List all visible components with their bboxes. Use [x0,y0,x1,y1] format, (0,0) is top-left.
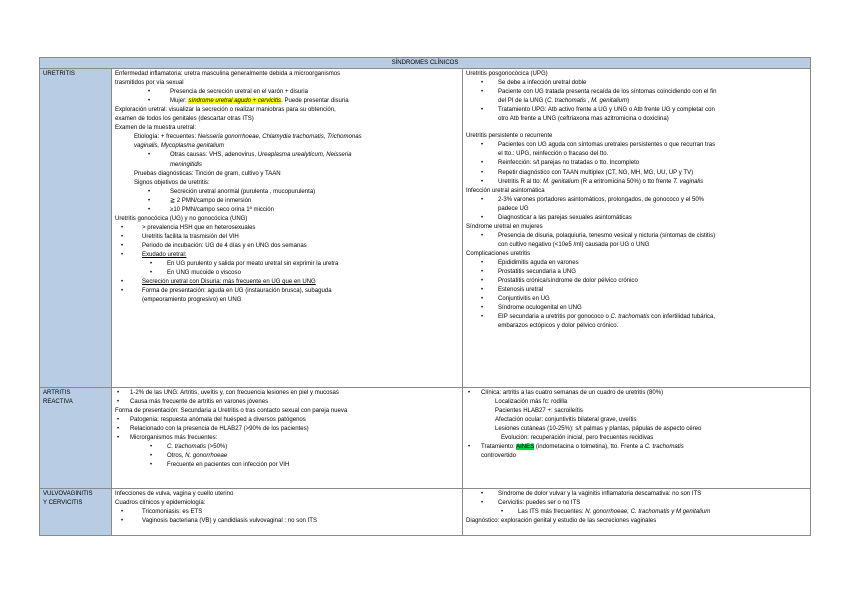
list-item-text: Tricomoniasis: es ETS [142,509,203,516]
list-item: • Tratamiento: AINES (indometacina o tolmetina), tto. Frente a C. trachomatis [468,444,684,451]
list-item-text: Repetir diagnóstico con TAAN multiplex (CT, NG, MH, MG, UU, UP y TV) [498,169,694,176]
text-line: Diagnóstico: exploración genital y estudio de las secreciones vaginales [466,518,657,525]
list-item-text: Reinfección: s/t parejas no tratadas o tto. Incompleto [498,160,640,167]
list-item-text: Síndrome de dolor vulvar y la vaginitis inflamatoria descamativa: no son ITS [498,491,702,498]
list-item: • Tratamiento UPG: Atb activo frente a UG y UNG o Atb frente UG y completar con [481,107,715,114]
list-item: • Conjuntivitis en UG [481,296,550,303]
list-item-text: Exudado uretral: [142,251,187,258]
label-line: REACTIVA [43,399,73,406]
list-item: • 1-2% de las UNG: Artritis, uveítis y, con frecuencia lesiones en piel y mucosas [117,390,339,397]
list-item-text: Clínica: artritis a las cuatro semanas de un cuadro de uretritis (80%) [481,390,664,397]
list-item: • Presencia de disuria, polaquiuria, tenesmo vesical y nicturia (síntomas de cistitis) [481,232,716,239]
list-item-text: Diagnosticar a las parejas sexuales asintomáticas [498,214,632,221]
list-item-text: ≥10 PMN/campo seco orina 1ª micción [170,206,275,213]
italic-text: T. vaginalis [673,178,704,185]
text-line: Infecciones de vulva, vagina y cuello uterino [115,491,234,498]
list-item-text: Se debe a infección uretral doble [498,80,587,87]
italic-text: M. genitalium [543,178,579,185]
list-item: • Mujer: síndrome uretral agudo + cervicitis. Puede presentar disuria [148,98,349,105]
italic-text: C. trachomatis , M. genitalium [547,98,628,105]
list-item-text: > prevalencia HSH que en heterosexuales [142,224,256,231]
text-line: Lesiones cutáneas (10-25%): s/t palmas y plantas, pápulas de aspecto céreo [495,426,702,433]
list-item: • Otros, N. gonorrhoeae [150,453,228,460]
list-item: • Vaginosis bacteriana (VB) y candidiasis vulvovaginal : no son ITS [121,518,318,525]
text-span: Tratamiento: [481,444,517,451]
text-line: Exploración uretral: visualizar la secreción o realizar maniobras para su obtención, [115,107,336,114]
section-heading: Infección uretral asintomática [466,187,545,194]
text-line: examen de todos los genitales (descartar otras ITS) [115,116,254,123]
artritis-row [40,388,811,489]
list-item-text: Forma de presentación: aguda en UG (instauración brusca), subaguda [142,288,332,295]
artritis-label [40,388,112,489]
section-heading: Uretritis gonocócica (UG) y no gonocócica (UNG) [115,215,248,222]
italic-text: N. gonorrhoeae [185,453,228,460]
list-item: • Periodo de incubación: UG de 4 días y en UNG dos semanas [121,242,307,249]
clinical-syndromes-table [39,57,811,536]
list-item-text: Uretritis facilita la trasmisión del VIH [142,233,239,240]
text-line [115,133,459,142]
italic-text: C. trachomatis [644,444,684,451]
italic-text: C. trachomatis [167,444,206,451]
uretritis-row [40,69,811,388]
list-item-text: Secreción uretral con Disuria: más frecuente en UG que en UNG [142,279,316,286]
list-item-text: Paciente con UG tratada presenta recaída de los síntomas coincidiendo con el fin [498,89,717,96]
section-heading: Uretritis persistente o recurrente [466,133,553,140]
list-item: • En UG purulento y salida por meato uretral sin exprimir la uretra [150,261,339,268]
list-item-text: Periodo de incubación: UG de 4 días y en UNG dos semanas [142,242,307,249]
list-item: • Pacientes con UG aguda con síntomas uretrales persistentes o que recurran tras [481,142,716,149]
list-item: • Exudado uretral: [121,251,187,258]
text-line: el tto.: UPG, reinfección o fracaso del tto. [498,151,609,158]
list-item: • En UNG mucoide o viscoso [150,270,241,277]
list-item: • Las ITS más frecuentes: N. gonorrhoeae, C. trachomatis y M genitalium [501,509,711,516]
label-line: ARTRITIS [43,390,71,397]
text-line: Localización más fc: rodilla [495,399,568,406]
list-item-text: En UG purulento y salida por meato uretral sin exprimir la uretra [167,261,339,268]
list-item: • Se debe a infección uretral doble [481,80,587,87]
list-item: • Secreción uretral con Disuria: más frecuente en UG que en UNG [121,279,316,286]
section-heading: Uretritis posgonocócica (UPG) [466,71,548,78]
list-item-text: . Puede presentar disuria [281,98,349,105]
list-item-text: Vaginosis bacteriana (VB) y candidiasis vulvovaginal : no son ITS [142,518,318,525]
vulvovaginitis-row [40,489,811,536]
list-item-text: Estenosis uretral [498,287,544,294]
list-item-text: 1-2% de las UNG: Artritis, uveítis y, con frecuencia lesiones en piel y mucosas [130,390,339,397]
italic-text: Ureaplasma urealyticum, Neisseria [257,152,352,159]
text-line [115,142,459,151]
list-item: • Reinfección: s/t parejas no tratadas o tto. Incompleto [481,160,640,167]
list-item-text: Conjuntivitis en UG [498,296,550,303]
label-line: VULVOVAGINITIS [43,491,93,498]
list-item-text: Prostatitis crónica/síndrome de dolor pélvico crónico [498,278,638,285]
list-item: • Diagnosticar a las parejas sexuales asintomáticas [481,214,632,221]
text-line: Forma de presentación: Secundaria a Uretritis o tras contacto sexual con pareja nueva [115,408,348,415]
list-item: • EIP secundaria a uretritis por gonococo o C. trachomatis con infertilidad tubárica, [481,314,716,321]
list-item-text: Tratamiento UPG: Atb activo frente a UG y UNG o Atb frente UG y completar con [498,107,715,114]
list-item-text: Presencia de secreción uretral en el varón + disuria [170,89,308,96]
list-item: • Paciente con UG tratada presenta recaída de los síntomas coincidiendo con el fin [481,89,717,96]
text-span: (>50%) [205,444,228,451]
list-item-text: Mujer: [170,98,189,105]
list-item: • Patogenia: respuesta anómala del huésped a diversos patógenos [117,417,306,424]
text-line: embarazos ectópicos y dolor pélvico crónico. [498,323,619,330]
vulvovaginitis-left-cell [112,489,463,536]
list-item-text: Causa más frecuente de artritis en varones jóvenes [130,399,269,406]
list-item: • Prostatitis secundaria a UNG [481,269,576,276]
list-item: • Causa más frecuente de artritis en varones jóvenes [117,399,269,406]
list-item-text: Epididimitis aguda en varones [498,259,579,266]
list-item: • Repetir diagnóstico con TAAN multiplex (CT, NG, MH, MG, UU, UP y TV) [481,169,694,176]
text-line: con cultivo negativo (<10e5 /ml) causada por UG o UNG [498,241,650,248]
list-item: • Forma de presentación: aguda en UG (instauración brusca), subaguda [121,288,332,295]
list-item-text: Frecuente en pacientes con infección por VIH [167,462,290,469]
list-item: • Prostatitis crónica/síndrome de dolor pélvico crónico [481,278,638,285]
text-line: Afectación ocular: conjuntivitis bilateral grave, uveítis [495,417,637,424]
list-item: • Epididimitis aguda en varones [481,259,579,266]
text-line: Signos objetivos de uretritis: [134,179,210,186]
list-item: • Uretritis facilita la trasmisión del VIH [121,233,239,240]
vulvovaginitis-right-cell [463,489,811,536]
highlighted-text: síndrome uretral agudo + cervicitis [188,98,282,105]
text-span: Uretritis R al tto: [498,178,544,185]
italic-text: meningitidis [170,161,202,168]
text-line: padece UG [498,205,529,212]
list-item: • Estenosis uretral [481,287,544,294]
list-item: • Síndrome oculogenital en UNG [481,305,582,312]
text-span: Etiología: + frecuentes: [134,134,198,141]
text-span: Las ITS más frecuentes: [518,509,586,516]
list-item-text: ≧ 2 PMN/campo de inmersión [170,197,252,204]
text-span: del PI de la UNG ( [498,98,548,105]
text-line [466,97,807,106]
text-line: trasmitidos por vía sexual [115,80,184,87]
italic-text: N. gonorrhoeae, C. trachomatis y M genitalium [585,509,711,516]
list-item-text: Síndrome oculogenital en UNG [498,305,582,312]
list-item: • Clínica: artritis a las cuatro semanas de un cuadro de uretritis (80%) [468,390,664,397]
table-title: SÍNDROMES CLÍNICOS [40,58,811,69]
text-line: Pacientes HLAB27 +: sacroileítis [495,408,583,415]
italic-text: C. trachomatis [610,314,650,321]
highlighted-text: AINES [516,444,535,451]
text-line: Pruebas diagnósticas: Tinción de gram, cultivo y TAAN [134,170,281,177]
text-line: Cuadros clínicos y epidemiología: [115,500,206,507]
text-span: (R a eritromicina 50%) o tto frente [579,178,674,185]
list-item: • Síndrome de dolor vulvar y la vaginitis inflamatoria descamativa: no son ITS [481,491,702,498]
list-item: • Otras causas: VHS, adenovirus, Ureaplasma urealyticum, Neisseria [148,152,352,159]
text-span: (indometacina o tolmetina), tto. Frente a [534,444,645,451]
uretritis-right-cell [463,69,811,388]
list-item: • 2-3% varones portadores asintomáticos, prolongados, de gonococo y el 50% [481,196,705,203]
list-item-text: Secreción uretral anormal (purulenta , mucopurulenta) [170,188,316,195]
list-item: • ≥10 PMN/campo seco orina 1ª micción [148,206,275,213]
list-item: • Secreción uretral anormal (purulenta , mucopurulenta) [148,188,316,195]
list-item: • ≧ 2 PMN/campo de inmersión [148,197,252,204]
text-span: Otros, [167,453,186,460]
list-item: • > prevalencia HSH que en heterosexuales [121,224,256,231]
text-span: con infertilidad tubárica, [649,314,716,321]
text-span: ) [627,98,630,105]
list-item: • Microrganismos más frecuentes: [117,435,218,442]
list-item-text: Patogenia: respuesta anómala del huésped a diversos patógenos [130,417,306,424]
text-line [115,161,459,170]
list-item-text: En UNG mucoide o viscoso [167,270,241,277]
artritis-right-cell [463,388,811,489]
list-item-text: Relacionado con la presencia de HLAB27 (>90% de los pacientes) [130,426,309,433]
list-item-text: Microrganismos más frecuentes: [130,435,218,442]
uretritis-label: URETRITIS [40,69,112,388]
list-item: • Presencia de secreción uretral en el varón + disuria [148,89,308,96]
list-item: • Uretritis R al tto: M. genitalium (R a eritromicina 50%) o tto frente T. vaginalis [481,178,704,185]
text-line: (empeoramiento progresivo) en UNG [142,297,242,304]
vulvovaginitis-label [40,489,112,536]
section-heading: Síndrome uretral en mujeres [466,223,543,230]
text-line: Examen de la muestra uretral: [115,125,196,132]
italic-text: vaginalis, Mycoplasma genitalium [134,143,225,150]
text-span: EIP secundaria a uretritis por gonococo o [498,314,611,321]
text-line: Evolución: recuperación inicial, pero frecuentes recidivas [501,435,654,442]
text-span: Otras causas: VHS, adenovirus, [170,152,258,159]
table-title-row [40,58,811,69]
list-item-text: 2-3% varones portadores asintomáticos, prolongados, de gonococo y el 50% [498,196,705,203]
text-line: controvertido [481,453,516,460]
list-item-text: Cervicitis: puedes ser o no ITS [498,500,581,507]
list-item: • Frecuente en pacientes con infección por VIH [150,462,290,469]
list-item-text: Prostatitis secundaria a UNG [498,269,576,276]
section-heading: Complicaciones uretritis [466,250,531,257]
list-item: • Tricomoniasis: es ETS [121,509,203,516]
uretritis-left-cell [112,69,463,388]
list-item: • Cervicitis: puedes ser o no ITS [481,500,581,507]
text-line: Enfermedad inflamatoria: uretra masculina generalmente debida a microorganismos [115,71,341,78]
list-item-text: Pacientes con UG aguda con síntomas uretrales persistentes o que recurran tras [498,142,716,149]
list-item: • C. trachomatis (>50%) [150,444,228,451]
list-item-text: Presencia de disuria, polaquiuria, tenesmo vesical y nicturia (síntomas de cistitis) [498,232,716,239]
italic-text: Neisseria gonorrhoeae, Chlamydia trachomatis, Trichomonas [197,134,362,141]
label-line: Y CERVICITIS [43,500,83,507]
artritis-left-cell [112,388,463,489]
list-item: • Relacionado con la presencia de HLAB27 (>90% de los pacientes) [117,426,309,433]
text-line: otro Atb frente a UNG (ceftriaxona mas azitromicina o doxiclina) [498,116,669,123]
